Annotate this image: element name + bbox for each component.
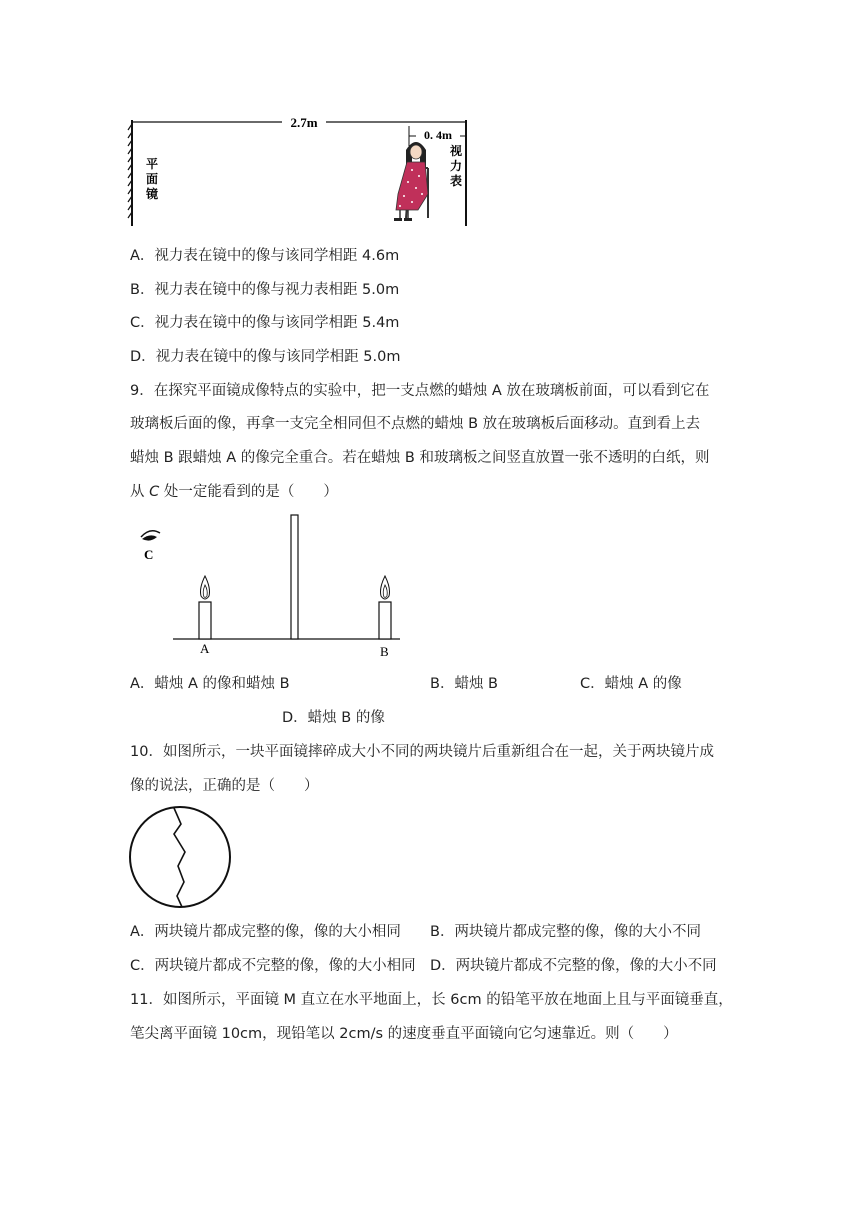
candle-b: [379, 576, 391, 639]
candle-experiment-figure: [130, 510, 410, 660]
candle-a-label: A: [200, 641, 210, 656]
q8-option-d: D．视力表在镜中的像与该同学相距 5.0m: [130, 349, 401, 365]
q9-option-c: C．蜡烛 A 的像: [580, 676, 682, 692]
q9-option-a: A．蜡烛 A 的像和蜡烛 B: [130, 676, 290, 692]
q10-stem-line-1: 10．如图所示，一块平面镜摔碎成大小不同的两块镜片后重新组合在一起，关于两块镜片成: [130, 744, 714, 760]
q11-stem-line-2: 笔尖离平面镜 10cm，现铅笔以 2cm/s 的速度垂直平面镜向它匀速靠近。则（ ）: [130, 1026, 678, 1042]
chart-label-3: 表: [450, 174, 463, 188]
mirror-label-3: 镜: [146, 187, 159, 201]
q9-point-c: C: [149, 484, 160, 500]
eye-icon: [141, 531, 160, 541]
mirror-label-2: 面: [146, 172, 159, 186]
q9-stem-line-3: 蜡烛 B 跟蜡烛 A 的像完全重合。若在蜡烛 B 和玻璃板之间竖直放置一张不透明的白纸，则: [130, 450, 710, 466]
mirror-distance-figure: [120, 110, 480, 235]
candle-a: [199, 576, 211, 639]
q8-option-c: C．视力表在镜中的像与该同学相距 5.4m: [130, 315, 400, 331]
q9-stem-line-2: 玻璃板后面的像，再拿一支完全相同但不点燃的蜡烛 B 放在玻璃板后面移动。直到看上去: [130, 416, 701, 432]
distance-total-label: 2.7m: [290, 115, 318, 130]
q9-stem-line-4: [130, 482, 338, 502]
q9-stem-prefix: 从: [130, 484, 150, 500]
mirror-label-1: 平: [146, 157, 159, 171]
glass-plate: [291, 515, 298, 639]
broken-mirror-figure: [126, 804, 236, 910]
q9-option-d: D．蜡烛 B 的像: [282, 710, 385, 726]
eye-c-label: C: [144, 547, 154, 562]
chart-label-1: 视: [450, 144, 463, 158]
q9-stem-suffix: 处一定能看到的是（ ）: [159, 484, 338, 500]
q8-option-a: A．视力表在镜中的像与该同学相距 4.6m: [130, 248, 400, 264]
q9-option-b: B．蜡烛 B: [430, 676, 499, 692]
q10-stem-line-2: 像的说法，正确的是（ ）: [130, 778, 319, 794]
q9-stem-line-1: 9．在探究平面镜成像特点的实验中，把一支点燃的蜡烛 A 放在玻璃板前面，可以看到它在: [130, 383, 710, 399]
q10-option-d: D．两块镜片都成不完整的像，像的大小不同: [430, 958, 717, 974]
q10-option-c: C．两块镜片都成不完整的像，像的大小相同: [130, 958, 416, 974]
student-illustration: [394, 142, 428, 221]
q10-option-b: B．两块镜片都成完整的像，像的大小不同: [430, 924, 701, 940]
q10-option-a: A．两块镜片都成完整的像，像的大小相同: [130, 924, 401, 940]
q8-option-b: B．视力表在镜中的像与视力表相距 5.0m: [130, 282, 400, 298]
chart-label-2: 力: [450, 159, 463, 173]
candle-b-label: B: [380, 644, 389, 659]
distance-small-label: 0. 4m: [424, 128, 452, 142]
q11-stem-line-1: 11．如图所示，平面镜 M 直立在水平地面上，长 6cm 的铅笔平放在地面上且与平面镜垂直，: [130, 992, 733, 1008]
